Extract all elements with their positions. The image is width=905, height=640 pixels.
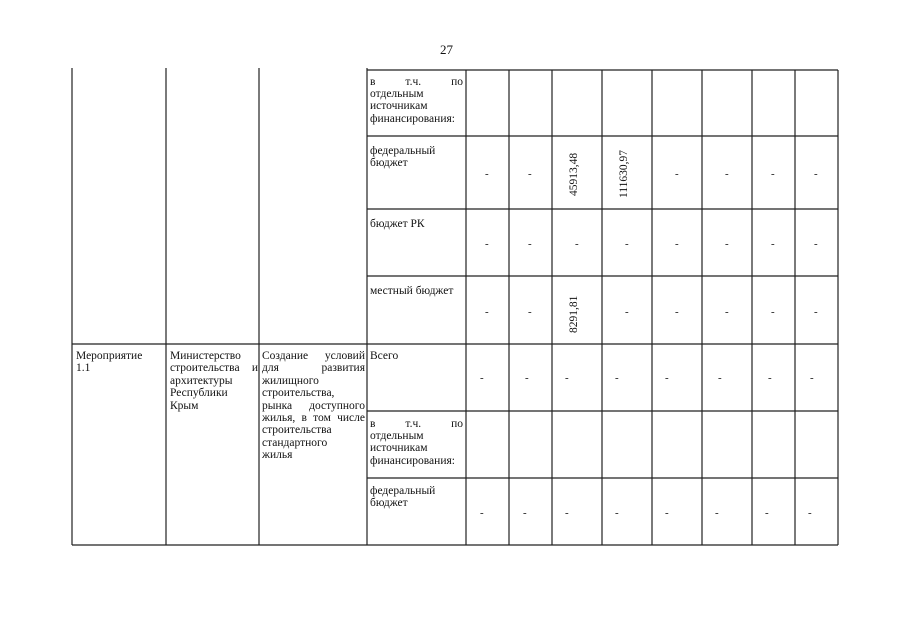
goal-line: Создание условий [262,350,365,362]
cell-value: - [771,168,775,180]
cell-value: - [575,238,579,250]
cell-value: - [814,306,818,318]
cell-value: - [615,507,619,519]
cell-value: - [665,372,669,384]
row-label-local-budget [370,285,463,297]
label-line: источникам [370,100,428,113]
label-line: в т.ч. по [370,76,463,88]
cell-value: - [480,372,484,384]
label-line: бюджет [370,497,408,510]
label-line: финансирования: [370,112,455,125]
label-line: отдельным [370,88,424,100]
cell-value: - [768,372,772,384]
cell-value: - [528,306,532,318]
label-line: федеральный [370,485,436,497]
executor-line: строительства и [170,362,258,375]
row-label-federal-lower [370,485,463,510]
label-line: отдельным [370,430,424,442]
cell-value-rotated: 8291,81 [568,295,580,333]
cell-value: - [808,507,812,519]
label-line: источникам [370,442,428,455]
cell-value: - [665,507,669,519]
goal-line: стандартного [262,436,328,449]
event-line: 1.1 [76,362,91,375]
event-line: Мероприятие [76,350,143,362]
cell-value: - [625,238,629,250]
cell-value: - [523,507,527,519]
goal-line: жилья [262,449,293,462]
cell-value: - [615,372,619,384]
cell-value: - [725,238,729,250]
executor-line: архитектуры [170,374,233,387]
goal-line: строительства, [262,387,335,400]
label-line: бюджет [370,157,408,170]
cell-value: - [715,507,719,519]
event-name [76,350,164,375]
page-number: 27 [440,42,453,57]
goal-line: жилья, в том числе [262,412,365,425]
executor-line: Крым [170,399,199,412]
row-label-sources-lower [370,418,463,430]
label-line: местный бюджет [370,285,454,297]
cell-value-rotated: 111630,97 [618,149,630,198]
row-label-total [370,350,463,362]
row-label-federal-upper [370,145,463,170]
cell-value: - [814,168,818,180]
label-line: бюджет РК [370,218,425,230]
cell-value: - [810,372,814,384]
cell-value: - [485,306,489,318]
cell-value: - [485,238,489,250]
cell-value: - [725,168,729,180]
cell-value: - [480,507,484,519]
goal-line: жилищного [262,374,319,387]
executor-line: Республики [170,387,228,400]
cell-value: - [565,507,569,519]
row-label-sources-upper-cont [370,88,463,125]
label-line: финансирования: [370,454,455,467]
cell-value: - [625,306,629,318]
cell-value: - [528,168,532,180]
goal-line: рынка доступного [262,399,365,412]
cell-value: - [814,238,818,250]
cell-value: - [771,238,775,250]
cell-value: - [485,168,489,180]
cell-value: - [771,306,775,318]
cell-value: - [765,507,769,519]
cell-value: - [675,238,679,250]
label-line: федеральный [370,145,436,157]
row-label-sources-lower-cont [370,430,463,467]
cell-value: - [675,168,679,180]
label-line: в т.ч. по [370,418,463,430]
executor-line: Министерство [170,350,241,362]
executor [170,350,258,412]
goal-line: строительства [262,424,332,437]
cell-value: - [528,238,532,250]
cell-value: - [565,372,569,384]
cell-value-rotated: 45913,48 [568,152,580,196]
cell-value: - [718,372,722,384]
cell-value: - [675,306,679,318]
goal-line: для развития [262,362,365,375]
cell-value: - [525,372,529,384]
label-line: Всего [370,350,399,362]
row-label-rk-budget [370,218,463,230]
row-label-sources-upper [370,76,463,88]
cell-value: - [725,306,729,318]
goal-description [262,350,365,462]
